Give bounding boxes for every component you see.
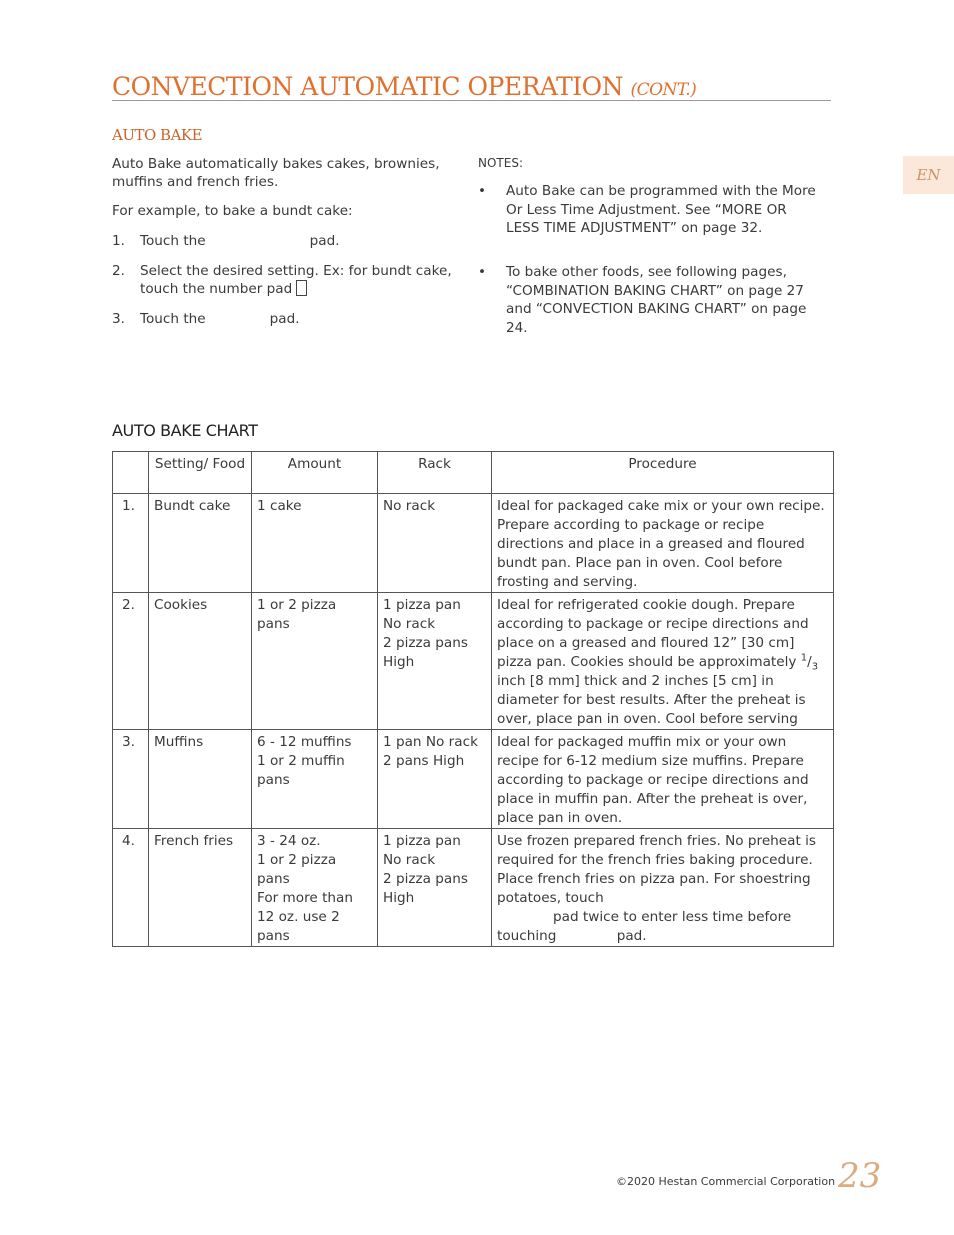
- cell-num: 3.: [113, 730, 149, 829]
- header-cell-procedure: Procedure: [492, 452, 834, 494]
- header-cell-food: Setting/ Food: [149, 452, 252, 494]
- step-text: [140, 262, 458, 298]
- rack-line: 1 pizza pan: [383, 833, 461, 849]
- amount-line: 6 - 12 muffins: [257, 734, 352, 750]
- step-text-b: pad.: [269, 311, 300, 327]
- rack-line: High: [383, 654, 415, 670]
- number-pad-icon: [296, 280, 307, 296]
- cell-amount: [252, 593, 378, 730]
- rack-line: 2 pizza pans: [383, 635, 468, 651]
- table-row: [113, 593, 834, 730]
- table-row: [113, 494, 834, 593]
- rack-line: No rack: [383, 616, 436, 632]
- cell-food: Bundt cake: [149, 494, 252, 593]
- step-text-a: Touch the: [140, 311, 206, 327]
- cell-rack: [378, 494, 492, 593]
- amount-line: 3 - 24 oz.: [257, 833, 321, 849]
- cell-procedure: Ideal for packaged muffin mix or your own recipe for 6-12 medium size muffins. Prepare according to package or recipe directions and place in muffin pan. After the preheat is over, place pan in oven.: [492, 730, 834, 829]
- language-tab[interactable]: EN: [903, 156, 954, 194]
- intro-paragraph: Auto Bake automatically bakes cakes, brownies, muffins and french fries.: [112, 156, 440, 190]
- header-cell-rack: Rack: [378, 452, 492, 494]
- cell-food: Cookies: [149, 593, 252, 730]
- auto-bake-table: [112, 451, 834, 947]
- example-paragraph: For example, to bake a bundt cake:: [112, 203, 353, 219]
- page-title-suffix: (CONT.): [630, 80, 697, 100]
- step-number: 2.: [112, 263, 125, 279]
- amount-line: 1 or 2 pizza pans: [257, 597, 337, 632]
- cell-amount: [252, 494, 378, 593]
- header-cell-amount: Amount: [252, 452, 378, 494]
- step-number: 3.: [112, 311, 125, 327]
- procedure-text-b: pad twice to enter less time before touching: [497, 909, 792, 944]
- cell-procedure: Ideal for packaged cake mix or your own recipe. Prepare according to package or recipe directions and place in a greased and floured bundt pan. Place pan in oven. Cool before frosting and serving.: [492, 494, 834, 593]
- bullet-icon: •: [478, 264, 487, 280]
- step-text: [140, 232, 458, 250]
- table-row: [113, 730, 834, 829]
- rack-line: 2 pans High: [383, 753, 465, 769]
- cell-rack: [378, 593, 492, 730]
- fraction-numerator: 1: [800, 652, 808, 664]
- cell-food: French fries: [149, 829, 252, 947]
- step-number: 1.: [112, 233, 125, 249]
- procedure-text-c: pad.: [616, 928, 647, 944]
- procedure-text-a: Use frozen prepared french fries. No preheat is required for the french fries baking procedure. Place french fries on pizza pan. For shoestring potatoes, touch: [497, 833, 817, 906]
- cell-amount: [252, 730, 378, 829]
- cell-rack: [378, 829, 492, 947]
- page-title: [112, 72, 830, 101]
- cell-food: Muffins: [149, 730, 252, 829]
- amount-line: 1 or 2 muffin pans: [257, 753, 345, 788]
- notes-label: NOTES:: [478, 156, 523, 170]
- procedure-text-a: Ideal for refrigerated cookie dough. Prepare according to package or recipe directions and place on a greased and floured 12” [30 cm] pizza pan. Cookies should be approximately: [497, 597, 809, 670]
- rack-line: No rack: [383, 852, 436, 868]
- step-text-a: Touch the: [140, 233, 206, 249]
- cell-num: 2.: [113, 593, 149, 730]
- title-divider: [112, 100, 831, 101]
- amount-line: 1 cake: [257, 498, 302, 514]
- rack-line: 1 pizza pan: [383, 597, 461, 613]
- cell-procedure: Ideal for refrigerated cookie dough. Prepare according to package or recipe directions and place on a greased and floured 12” [30 cm] pizza pan. Cookies should be approximately $^1/_3$ inch [8 mm] thick and 2 inches [5 cm] in diameter for best results. After the preheat is over, place pan in oven. Cool before serving: [492, 593, 834, 730]
- note-text: Auto Bake can be programmed with the More Or Less Time Adjustment. See “MORE OR LESS TIME ADJUSTMENT” on page 32.: [506, 183, 816, 236]
- rack-line: 1 pan No rack: [383, 734, 478, 750]
- page-number: 23: [838, 1156, 882, 1196]
- page-title-text: CONVECTION AUTOMATIC OPERATION: [112, 72, 624, 101]
- table-header-row: [113, 452, 834, 494]
- bullet-icon: •: [478, 183, 487, 199]
- note-text: To bake other foods, see following pages, “COMBINATION BAKING CHART” on page 27 and “CONVECTION BAKING CHART” on page 24.: [506, 264, 807, 336]
- footer-copyright: ©2020 Hestan Commercial Corporation: [616, 1175, 836, 1188]
- procedure-text-b: inch [8 mm] thick and 2 inches [5 cm] in diameter for best results. After the preheat is over, place pan in oven. Cool before serving: [497, 673, 806, 727]
- amount-line: 1 or 2 pizza pans: [257, 852, 337, 887]
- header-cell-num: [113, 452, 149, 494]
- cell-num: 4.: [113, 829, 149, 947]
- cell-rack: [378, 730, 492, 829]
- rack-line: High: [383, 890, 415, 906]
- cell-procedure: [492, 829, 834, 947]
- amount-line: For more than 12 oz. use 2 pans: [257, 890, 353, 944]
- section-heading-auto-bake: AUTO BAKE: [112, 126, 203, 144]
- chart-heading: AUTO BAKE CHART: [112, 421, 258, 440]
- step-text-a: Select the desired setting. Ex: for bundt cake, touch the number pad: [140, 263, 452, 297]
- cell-num: 1.: [113, 494, 149, 593]
- rack-line: 2 pizza pans: [383, 871, 468, 887]
- step-text: [140, 310, 458, 328]
- rack-line: No rack: [383, 498, 436, 514]
- step-text-b: pad.: [309, 233, 340, 249]
- fraction-denominator: 3: [811, 661, 819, 673]
- table-row: [113, 829, 834, 947]
- cell-amount: [252, 829, 378, 947]
